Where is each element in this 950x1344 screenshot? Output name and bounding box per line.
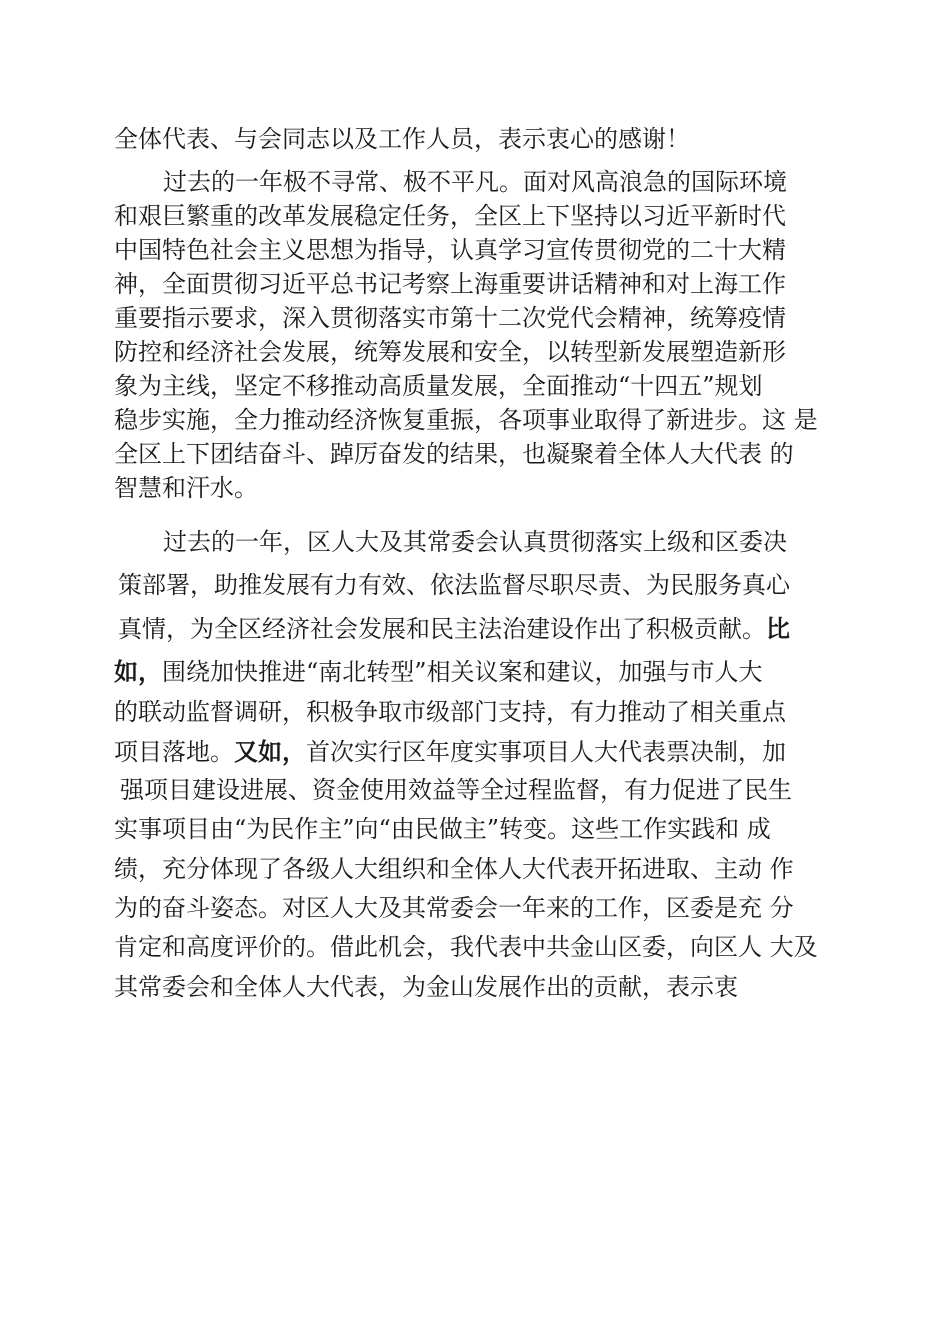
text-line [118,614,790,644]
text-line: 强项目建设进展、资金使用效益等全过程监督，有力促进了民生 [120,776,792,804]
bold-lead-word: 如， [114,658,162,686]
bold-lead-word: 比 [766,615,790,643]
text-line [114,737,786,767]
text-line: 的联动监督调研，积极争取市级部门支持，有力推动了相关重点 [114,698,786,726]
text-line: 中国特色社会主义思想为指导，认真学习宣传贯彻党的二十大精 [114,236,786,264]
text-span: 首次实行区年度实事项目人大代表票决制，加 [306,738,786,766]
text-line: 防控和经济社会发展，统筹发展和安全，以转型新发展塑造新形 [114,338,786,366]
text-span: 围绕加快推进“南北转型”相关议案和建议，加强与市人大 [162,658,763,686]
text-line: 肯定和高度评价的。借此机会，我代表中共金山区委，向区人 大及 [114,933,818,961]
bold-lead-word: 又如， [234,738,306,766]
text-span: 项目落地。 [114,738,234,766]
text-line: 神，全面贯彻习近平总书记考察上海重要讲话精神和对上海工作 [114,270,786,298]
text-line: 稳步实施，全力推动经济恢复重振，各项事业取得了新进步。这 是 [114,406,818,434]
text-line: 和艰巨繁重的改革发展稳定任务，全区上下坚持以习近平新时代 [114,202,786,230]
text-span: 真情，为全区经济社会发展和民主法治建设作出了积极贡献。 [118,615,766,643]
text-line: 象为主线，坚定不移推动高质量发展，全面推动“十四五”规划 [114,372,763,400]
text-line: 其常委会和全体人大代表，为金山发展作出的贡献，表示衷 [114,973,738,1001]
text-line: 过去的一年，区人大及其常委会认真贯彻落实上级和区委决 [163,528,787,556]
text-line: 全体代表、与会同志以及工作人员，表示衷心的感谢！ [114,125,690,153]
text-line: 智慧和汗水。 [114,474,258,502]
text-line: 绩，充分体现了各级人大组织和全体人大代表开拓进取、主动 作 [114,855,794,883]
text-line: 实事项目由“为民作主”向“由民做主”转变。这些工作实践和 成 [114,815,771,843]
text-line [114,657,763,687]
text-line: 全区上下团结奋斗、踔厉奋发的结果，也凝聚着全体人大代表 的 [114,440,794,468]
text-line: 重要指示要求，深入贯彻落实市第十二次党代会精神，统筹疫情 [114,304,786,332]
text-line: 为的奋斗姿态。对区人大及其常委会一年来的工作，区委是充 分 [114,894,794,922]
text-line: 过去的一年极不寻常、极不平凡。面对风高浪急的国际环境 [163,168,787,196]
text-line: 策部署，助推发展有力有效、依法监督尽职尽责、为民服务真心 [118,571,790,599]
